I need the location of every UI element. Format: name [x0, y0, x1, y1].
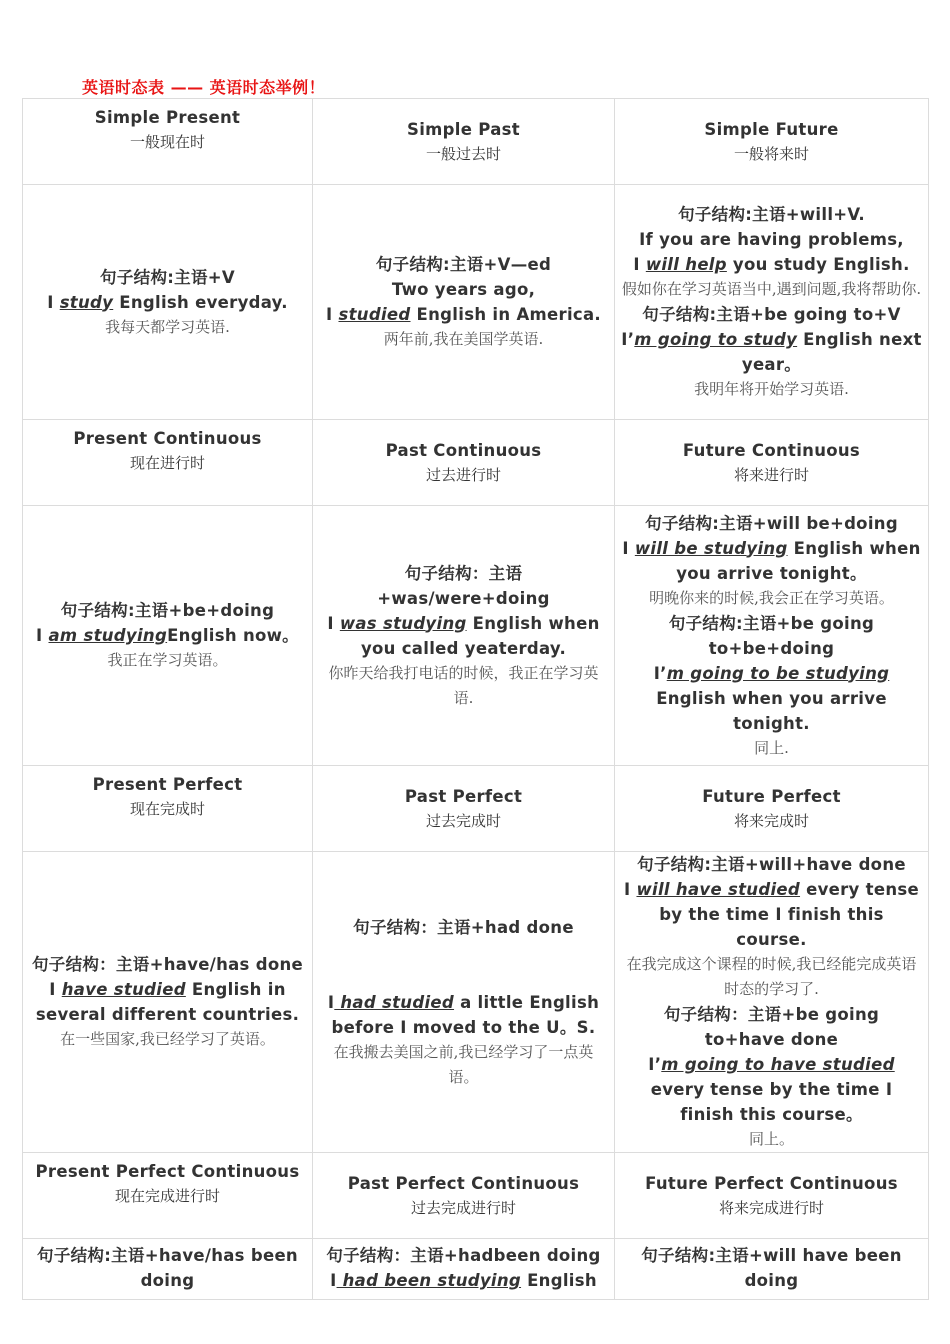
header-cell: [23, 1153, 313, 1239]
example-sentence: I had studied a little English before I moved to the U。S.: [327, 992, 600, 1037]
table-row: [23, 506, 929, 766]
tense-name: Future Perfect Continuous: [645, 1173, 898, 1193]
table-row: [23, 420, 929, 506]
header-cell: [615, 99, 929, 185]
structure-text: 句子结构:主语+have/has been doing: [37, 1246, 298, 1290]
example-intro: Two years ago,: [391, 280, 536, 299]
tense-name-zh: 过去完成进行时: [410, 1198, 516, 1217]
tense-name: Simple Present: [94, 108, 241, 127]
example-sentence: I have studied English in several different countries.: [35, 980, 300, 1024]
tense-name: Future Perfect: [702, 786, 841, 806]
translation-text: 两年前,我在美国学英语.: [383, 330, 544, 348]
tense-name-zh: 过去进行时: [425, 465, 501, 484]
example-sentence: I will have studied every tense by the time I finish this course.: [623, 880, 919, 949]
example-cell: [23, 1239, 313, 1300]
tense-verb: m going to study: [634, 330, 798, 349]
translation-text: 你昨天给我打电话的时候，我正在学习英语.: [328, 663, 599, 707]
header-cell: [23, 99, 313, 185]
tense-name: Simple Past: [407, 119, 520, 139]
example-sentence: I studied English in America.: [326, 305, 601, 324]
tense-verb: m going to have studied: [661, 1055, 895, 1074]
example-cell: [23, 852, 313, 1153]
tense-verb: will be studying: [634, 538, 788, 558]
tense-verb: m going to be studying: [666, 663, 890, 683]
structure-text: 句子结构：主语+hadbeen doing: [326, 1246, 601, 1265]
header-cell: [615, 766, 929, 852]
tense-name-zh: 将来完成时: [733, 811, 809, 830]
tense-name-zh: 一般过去时: [425, 144, 501, 163]
table-row: [23, 1153, 929, 1239]
header-cell: [23, 420, 313, 506]
structure-text: 句子结构:主语+be+doing: [60, 601, 275, 620]
tense-name-zh: 将来进行时: [733, 465, 809, 484]
example-cell: [23, 185, 313, 420]
tense-name: Past Continuous: [385, 440, 542, 460]
example-sentence: I was studying English when you called yeaterday.: [327, 613, 600, 658]
table-row: [23, 1239, 929, 1300]
example-cell: [23, 506, 313, 766]
example-sentence: I am studyingEnglish now。: [36, 626, 299, 645]
example-sentence: I had been studying English: [330, 1271, 597, 1290]
translation-text: 我明年将开始学习英语.: [694, 380, 849, 398]
example-sentence: I study English everyday.: [47, 292, 288, 312]
example-cell: [615, 1239, 929, 1300]
tense-name: Past Perfect Continuous: [347, 1173, 580, 1193]
tense-name-zh: 现在进行时: [129, 454, 205, 472]
structure-text: 句子结构：主语+had done: [353, 917, 574, 937]
example-cell: [313, 506, 615, 766]
example-cell: [615, 185, 929, 420]
translation-text: 我每天都学习英语.: [105, 317, 230, 336]
tense-name: Simple Future: [704, 119, 839, 139]
translation-text: 在一些国家,我已经学习了英语。: [60, 1030, 275, 1048]
tense-verb: am studying: [48, 626, 168, 645]
tense-verb: had studied: [334, 992, 455, 1012]
structure-text: 句子结构：主语+was/were+doing: [377, 563, 550, 608]
tense-name: Present Continuous: [73, 429, 262, 448]
structure-text: 句子结构:主语+V—ed: [375, 255, 552, 274]
table-row: [23, 766, 929, 852]
example-cell: [313, 185, 615, 420]
document-title: 英语时态表 —— 英语时态举例！: [82, 78, 326, 97]
translation-text: 同上.: [754, 738, 789, 757]
tense-verb: was studying: [339, 613, 467, 633]
table-row: [23, 852, 929, 1153]
structure-text: 句子结构：主语+have/has done: [31, 955, 303, 974]
structure-text: 句子结构：主语+be going to+have done: [663, 1005, 880, 1049]
header-cell: [313, 766, 615, 852]
tense-name: Present Perfect Continuous: [35, 1162, 300, 1181]
structure-text: 句子结构:主语+will be+doing: [645, 513, 898, 533]
translation-text: 明晚你来的时候,我会正在学习英语。: [649, 588, 894, 607]
tense-name: Present Perfect: [92, 775, 243, 794]
translation-text: 我正在学习英语。: [107, 651, 228, 669]
header-cell: [615, 1153, 929, 1239]
tense-name-zh: 过去完成时: [425, 811, 501, 830]
tense-verb: had been studying: [336, 1271, 522, 1290]
tense-name-zh: 将来完成进行时: [718, 1198, 824, 1217]
tense-name-zh: 现在完成进行时: [114, 1187, 220, 1205]
example-cell: [313, 1239, 615, 1300]
structure-text: 句子结构:主语+will+V.: [678, 205, 865, 224]
example-sentence: I’m going to be studying English when you arrive tonight.: [653, 663, 890, 733]
example-cell: [615, 852, 929, 1153]
table-row: [23, 99, 929, 185]
header-cell: [313, 99, 615, 185]
structure-text: 句子结构:主语+V: [100, 267, 235, 287]
tense-name-zh: 一般现在时: [129, 133, 205, 151]
example-sentence: I will be studying English when you arrive tonight。: [622, 538, 921, 583]
tense-name-zh: 一般将来时: [733, 144, 809, 163]
tense-verb: will help: [645, 255, 727, 274]
tense-verb: will have studied: [636, 880, 801, 899]
tense-verb: study: [59, 292, 114, 312]
tense-verb: have studied: [61, 980, 186, 999]
tense-table: [22, 98, 929, 1300]
structure-text: 句子结构:主语+will+have done: [637, 855, 906, 874]
tense-name: Past Perfect: [404, 786, 523, 806]
example-sentence: I will help you study English.: [633, 255, 910, 274]
header-cell: [313, 1153, 615, 1239]
header-cell: [615, 420, 929, 506]
structure-text: 句子结构:主语+will have been doing: [641, 1246, 902, 1290]
translation-text: 在我完成这个课程的时候,我已经能完成英语时态的学习了.: [626, 955, 917, 998]
header-cell: [23, 766, 313, 852]
tense-verb: studied: [338, 305, 411, 324]
example-cell: [313, 852, 615, 1153]
structure-text: 句子结构:主语+be going to+V: [642, 305, 901, 324]
translation-text: 同上。: [748, 1130, 794, 1148]
example-intro: If you are having problems,: [639, 230, 904, 249]
table-row: [23, 185, 929, 420]
structure-text: 句子结构:主语+be going to+be+doing: [668, 613, 875, 658]
example-cell: [615, 506, 929, 766]
translation-text: 在我搬去美国之前,我已经学习了一点英语。: [333, 1042, 594, 1086]
tense-name-zh: 现在完成时: [129, 800, 205, 818]
header-cell: [313, 420, 615, 506]
translation-text: 假如你在学习英语当中,遇到问题,我将帮助你.: [621, 280, 922, 298]
example-sentence: I’m going to study English next year。: [621, 330, 922, 374]
example-sentence: I’m going to have studied every tense by the time I finish this course。: [648, 1055, 895, 1124]
tense-name: Future Continuous: [682, 440, 861, 460]
